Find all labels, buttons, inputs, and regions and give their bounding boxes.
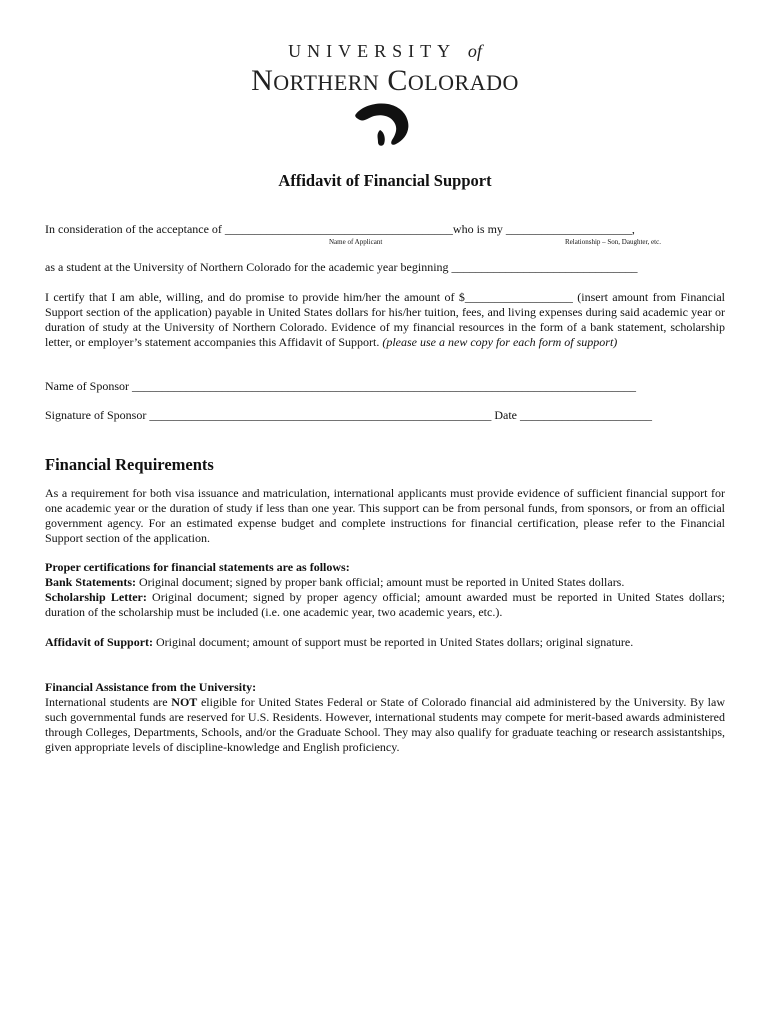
academic-year-line[interactable]: as a student at the University of Northern Colorado for the academic year beginning _______________________________ bbox=[45, 260, 638, 274]
scholarship-letter-text: Original document; signed by proper agency official; amount awarded must be reported in United States dollars; duration of the scholarship must be included (i.e. one academic year, two academic years, etc.). bbox=[45, 590, 726, 619]
affidavit-label: Affidavit of Support: bbox=[45, 635, 154, 649]
relationship-caption: Relationship – Son, Daughter, etc. bbox=[565, 238, 661, 246]
logo-university-line bbox=[0, 40, 770, 62]
document-title: Affidavit of Financial Support bbox=[278, 171, 492, 190]
logo-university-word: UNIVERSITY bbox=[288, 41, 456, 61]
logo-of-word: of bbox=[467, 41, 482, 61]
requirements-intro: As a requirement for both visa issuance and matriculation, international applicants must provide evidence of sufficient financial support for one academic year or the duration of study if less than one year. This support can be from personal funds, from sponsors, or from an official government agency. For an estimated expense budget and complete instructions for financial certification, please refer to the Financial Support section of the application. bbox=[45, 486, 725, 545]
certifications-block bbox=[45, 560, 725, 620]
certify-note: (please use a new copy for each form of support) bbox=[382, 335, 618, 349]
sponsor-signature-line[interactable]: Signature of Sponsor _________________________________________________________ Date ______________________ bbox=[45, 408, 652, 422]
sponsor-name-line[interactable]: Name of Sponsor ____________________________________________________________________________________ bbox=[45, 379, 636, 393]
affidavit-block bbox=[45, 635, 725, 650]
bear-mascot-icon bbox=[350, 100, 414, 148]
bank-statements-label: Bank Statements: bbox=[45, 575, 137, 589]
assistance-block bbox=[45, 680, 725, 755]
logo-northern-colorado-line bbox=[0, 64, 770, 100]
logo-northern-initial: N bbox=[251, 64, 274, 97]
financial-requirements-heading: Financial Requirements bbox=[45, 455, 214, 474]
certify-text: I certify that I am able, willing, and do promise to provide him/her the amount of $__________________ (insert amount from Financial Support section of the application) payable in United States dollars for his/her tuition, fees, and living expenses during said academic year or duration of study at the University of Northern Colorado. Evidence of my financial resources in the form of a bank statement, scholarship letter, or employer’s statement accompanies this Affidavit of Support. bbox=[45, 290, 725, 349]
assistance-not: NOT bbox=[171, 695, 198, 709]
certify-paragraph bbox=[45, 290, 725, 350]
scholarship-letter-label: Scholarship Letter: bbox=[45, 590, 147, 604]
logo-colorado-rest: OLORADO bbox=[407, 70, 519, 95]
assistance-pre: International students are bbox=[45, 695, 172, 709]
bank-statements-text: Original document; signed by proper bank official; amount must be reported in United States dollars. bbox=[136, 575, 625, 589]
affidavit-text: Original document; amount of support must be reported in United States dollars; original signature. bbox=[153, 635, 634, 649]
logo-northern-rest: ORTHERN bbox=[273, 70, 380, 95]
assistance-text: eligible for United States Federal or State of Colorado financial aid administered by the University. By law such governmental funds are reserved for U.S. Residents. However, international students may compete for merit-based awards administered through Colleges, Departments, Schools, and/or the Graduate School. They may also qualify for graduate teaching or research assistantships, given appropriate levels of discipline-knowledge and English proficiency. bbox=[45, 695, 725, 754]
assistance-heading: Financial Assistance from the University: bbox=[45, 680, 257, 694]
university-logo bbox=[0, 40, 770, 100]
applicant-caption: Name of Applicant bbox=[329, 238, 383, 246]
logo-colorado-initial: C bbox=[387, 64, 408, 97]
applicant-line[interactable]: In consideration of the acceptance of ______________________________________who is my _____________________, bbox=[45, 222, 635, 236]
certifications-heading: Proper certifications for financial statements are as follows: bbox=[45, 560, 350, 574]
